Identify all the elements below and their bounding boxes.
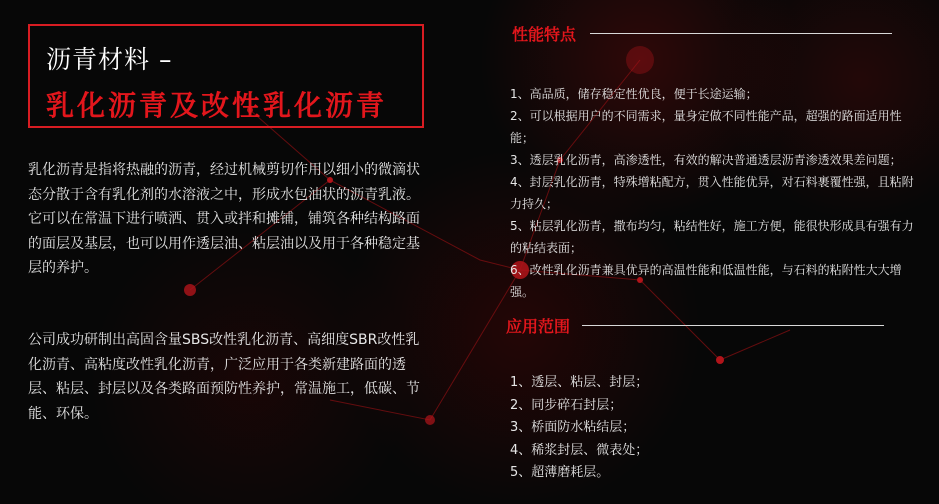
page-title: 沥青材料 –	[46, 45, 173, 74]
list-item: 2、同步碎石封层；	[510, 397, 623, 413]
features-heading	[512, 22, 892, 45]
divider	[590, 33, 892, 34]
intro-paragraph-2: 公司成功研制出高固含量SBS改性乳化沥青、高细度SBR改性乳化沥青、高粘度改性乳化沥青，广泛应用于各类新建路面的透层、粘层、封层以及各类路面预防性养护，常温施工，低碳、节能、环保。	[28, 332, 420, 422]
list-item: 2、可以根据用户的不同需求，量身定做不同性能产品，超强的路面适用性能；	[510, 109, 902, 145]
list-item: 6、改性乳化沥青兼具优异的高温性能和低温性能，与石料的粘附性大大增强。	[510, 263, 902, 299]
intro-paragraph-1: 乳化沥青是指将热融的沥青，经过机械剪切作用以细小的微滴状态分散于含有乳化剂的水溶液之中，形成水包油状的沥青乳液。它可以在常温下进行喷洒、贯入或拌和摊铺，铺筑各种结构路面的面层及基层，也可以用作透层油、粘层油以及用于各种稳定基层的养护。	[28, 162, 420, 276]
features-list	[510, 83, 920, 303]
list-item: 5、粘层乳化沥青，撒布均匀，粘结性好，施工方便，能很快形成具有强有力的粘结表面；	[510, 219, 914, 255]
applications-list	[510, 372, 920, 485]
list-item: 3、透层乳化沥青，高渗透性，有效的解决普通透层沥青渗透效果差问题；	[510, 153, 902, 167]
list-item: 3、桥面防水粘结层；	[510, 420, 636, 435]
title-box	[28, 24, 424, 128]
list-item: 4、稀浆封层、微表处；	[510, 442, 649, 458]
applications-heading	[506, 314, 884, 337]
list-item: 1、透层、粘层、封层；	[510, 375, 649, 390]
page-subtitle: 乳化沥青及改性乳化沥青	[46, 89, 388, 122]
divider	[582, 325, 884, 326]
applications-heading-label: 应用范围	[506, 317, 571, 336]
list-item: 4、封层乳化沥青，特殊增粘配方，贯入性能优异，对石料裹覆性强，且粘附力持久；	[510, 175, 914, 211]
list-item: 5、超薄磨耗层。	[510, 465, 610, 480]
list-item: 1、高品质，储存稳定性优良，便于长途运输；	[510, 87, 758, 101]
features-heading-label: 性能特点	[512, 25, 577, 44]
